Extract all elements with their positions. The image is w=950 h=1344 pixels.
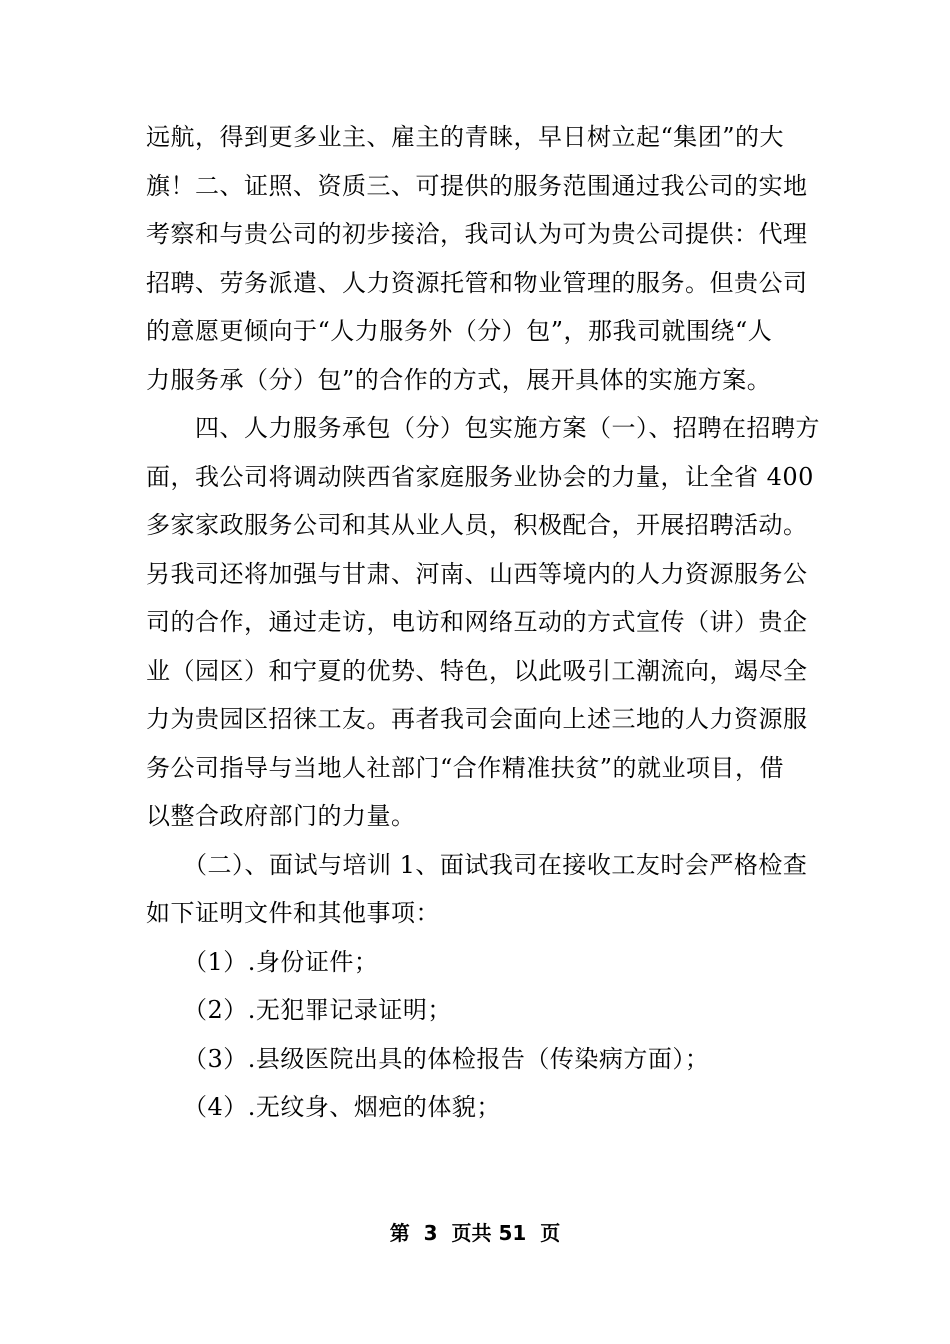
list-item: （1）.身份证件； bbox=[146, 947, 379, 976]
text-line: 业（园区）和宁夏的优势、特色，以此吸引工潮流向，竭尽全 bbox=[146, 656, 808, 685]
text-line: 多家家政服务公司和其从业人员，积极配合，开展招聘活动。 bbox=[146, 511, 808, 539]
text-line: 招聘、劳务派遣、人力资源托管和物业管理的服务。但贵公司 bbox=[146, 268, 808, 297]
page-footer: 第 3 页共 51 页 bbox=[389, 1221, 561, 1245]
text-line: 力服务承（分）包”的合作的方式，展开具体的实施方案。 bbox=[146, 365, 772, 394]
text-line: （二）、面试与培训 1、面试我司在接收工友时会严格检查 bbox=[146, 850, 808, 879]
text-line: 务公司指导与当地人社部门“合作精准扶贫”的就业项目，借 bbox=[146, 753, 785, 782]
body-text bbox=[146, 113, 820, 1132]
text-line: 另我司还将加强与甘肃、河南、山西等境内的人力资源服务公 bbox=[146, 559, 808, 588]
text-line: 面，我公司将调动陕西省家庭服务业协会的力量，让全省 400 bbox=[146, 462, 814, 491]
text-line: 远航，得到更多业主、雇主的青睐，早日树立起“集团”的大 bbox=[146, 123, 785, 151]
text-line: 力为贵园区招徕工友。再者我司会面向上述三地的人力资源服 bbox=[146, 705, 808, 733]
text-line: 四、人力服务承包（分）包实施方案（一）、招聘在招聘方 bbox=[146, 414, 820, 442]
text-line: 如下证明文件和其他事项： bbox=[146, 899, 440, 927]
list-item: （2）.无犯罪记录证明； bbox=[146, 996, 452, 1024]
list-item: （4）.无纹身、烟疤的体貌； bbox=[146, 1093, 501, 1121]
text-line: 的意愿更倾向于“人力服务外（分）包”，那我司就围绕“人 bbox=[146, 317, 773, 345]
text-line: 司的合作，通过走访，电访和网络互动的方式宣传（讲）贵企 bbox=[146, 608, 808, 636]
text-line: 以整合政府部门的力量。 bbox=[146, 802, 416, 830]
text-line: 旗！二、证照、资质三、可提供的服务范围通过我公司的实地 bbox=[146, 171, 808, 200]
text-line: 考察和与贵公司的初步接洽，我司认为可为贵公司提供：代理 bbox=[146, 220, 808, 248]
list-item: （3）.县级医院出具的体检报告（传染病方面）； bbox=[146, 1044, 710, 1073]
